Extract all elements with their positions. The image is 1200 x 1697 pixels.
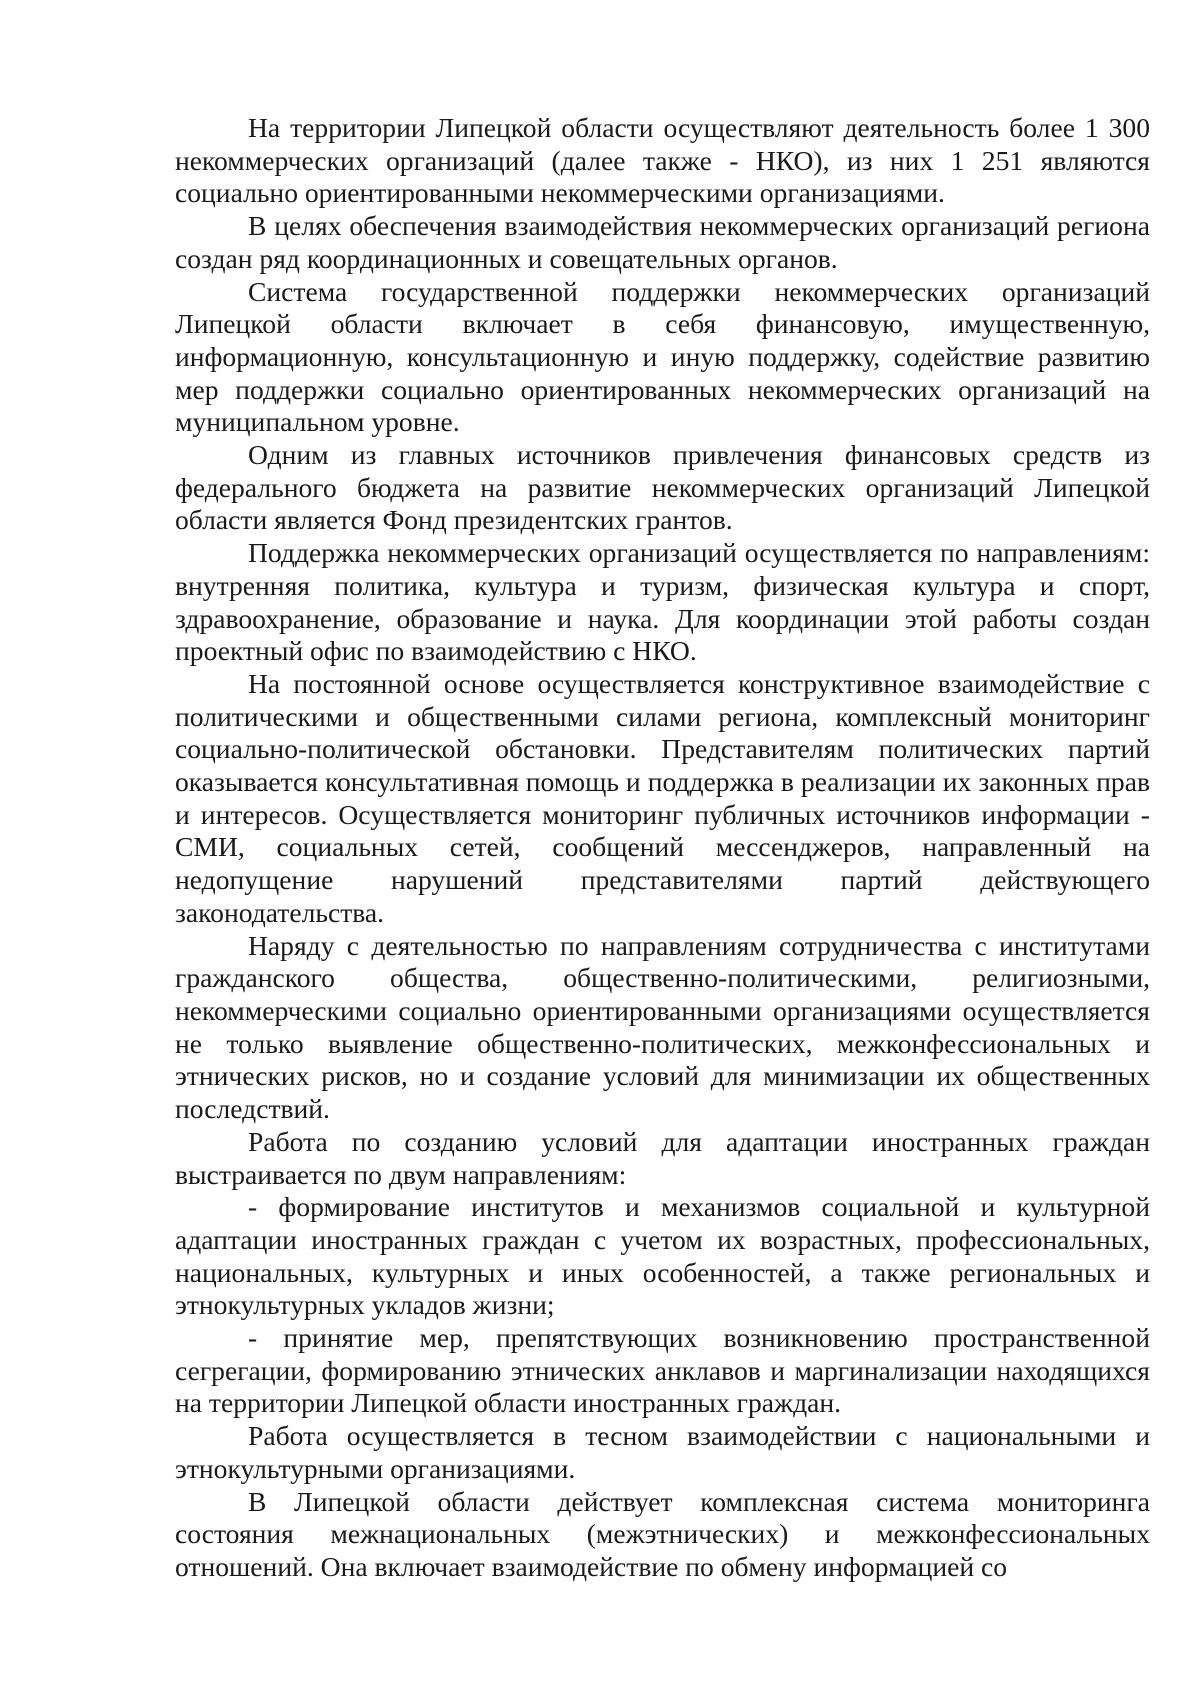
paragraph-political-interaction: На постоянной основе осуществляется конструктивное взаимодействие с политическими и общественными силами региона, комплексный мониторинг социально-политической обстановки. Представителям политических партий оказывается консультативная помощь и поддержка в реализации их законных прав и интересов. Осуществляется мониторинг публичных источников информации - СМИ, социальных сетей, сообщений мессенджеров, направленный на недопущение нарушений представителями партий действующего законодательства.: [175, 667, 1150, 928]
list-item-segregation-measures: - принятие мер, препятствующих возникновению пространственной сегрегации, формированию этнических анклавов и маргинализации находящихся на территории Липецкой области иностранных граждан.: [175, 1322, 1150, 1419]
paragraph-state-support: Система государственной поддержки некоммерческих организаций Липецкой области включает в себя финансовую, имущественную, информационную, консультационную и иную поддержку, содействие развитию мер поддержки социально ориентированных некоммерческих организаций на муниципальном уровне.: [175, 275, 1150, 438]
paragraph-presidential-grants: Одним из главных источников привлечения финансовых средств из федерального бюджета на развитие некоммерческих организаций Липецкой области является Фонд президентских грантов.: [175, 439, 1150, 536]
paragraph-civil-society: Наряду с деятельностью по направлениям сотрудничества с институтами гражданского общества, общественно-политическими, религиозными, некоммерческими социально ориентированными организациями осуществляется не только выявление общественно-политических, межконфессиональных и этнических рисков, но и создание условий для минимизации их общественных последствий.: [175, 929, 1150, 1125]
paragraph-ethnocultural-organizations: Работа осуществляется в тесном взаимодействии с национальными и этнокультурными организациями.: [175, 1420, 1150, 1484]
paragraph-nko-count: На территории Липецкой области осуществляют деятельность более 1 300 некоммерческих организаций (далее также - НКО), из них 1 251 являются социально ориентированными некоммерческими организациями.: [175, 112, 1150, 209]
paragraph-coordination-bodies: В целях обеспечения взаимодействия некоммерческих организаций региона создан ряд координационных и совещательных органов.: [175, 210, 1150, 274]
paragraph-adaptation-intro: Работа по созданию условий для адаптации иностранных граждан выстраивается по двум направлениям:: [175, 1125, 1150, 1190]
paragraph-support-directions: Поддержка некоммерческих организаций осуществляется по направлениям: внутренняя политика, культура и туризм, физическая культура и спорт, здравоохранение, образование и наука. Для координации этой работы создан проектный офис по взаимодействию с НКО.: [175, 537, 1150, 667]
list-item-adaptation-institutions: - формирование институтов и механизмов социальной и культурной адаптации иностранных граждан с учетом их возрастных, профессиональных, национальных, культурных и иных особенностей, а также региональных и этнокультурных укладов жизни;: [175, 1191, 1150, 1321]
paragraph-monitoring-system: В Липецкой области действует комплексная система мониторинга состояния межнациональных (межэтнических) и межконфессиональных отношений. Она включает взаимодействие по обмену информацией со: [175, 1485, 1150, 1582]
document-body: [175, 112, 1150, 1584]
